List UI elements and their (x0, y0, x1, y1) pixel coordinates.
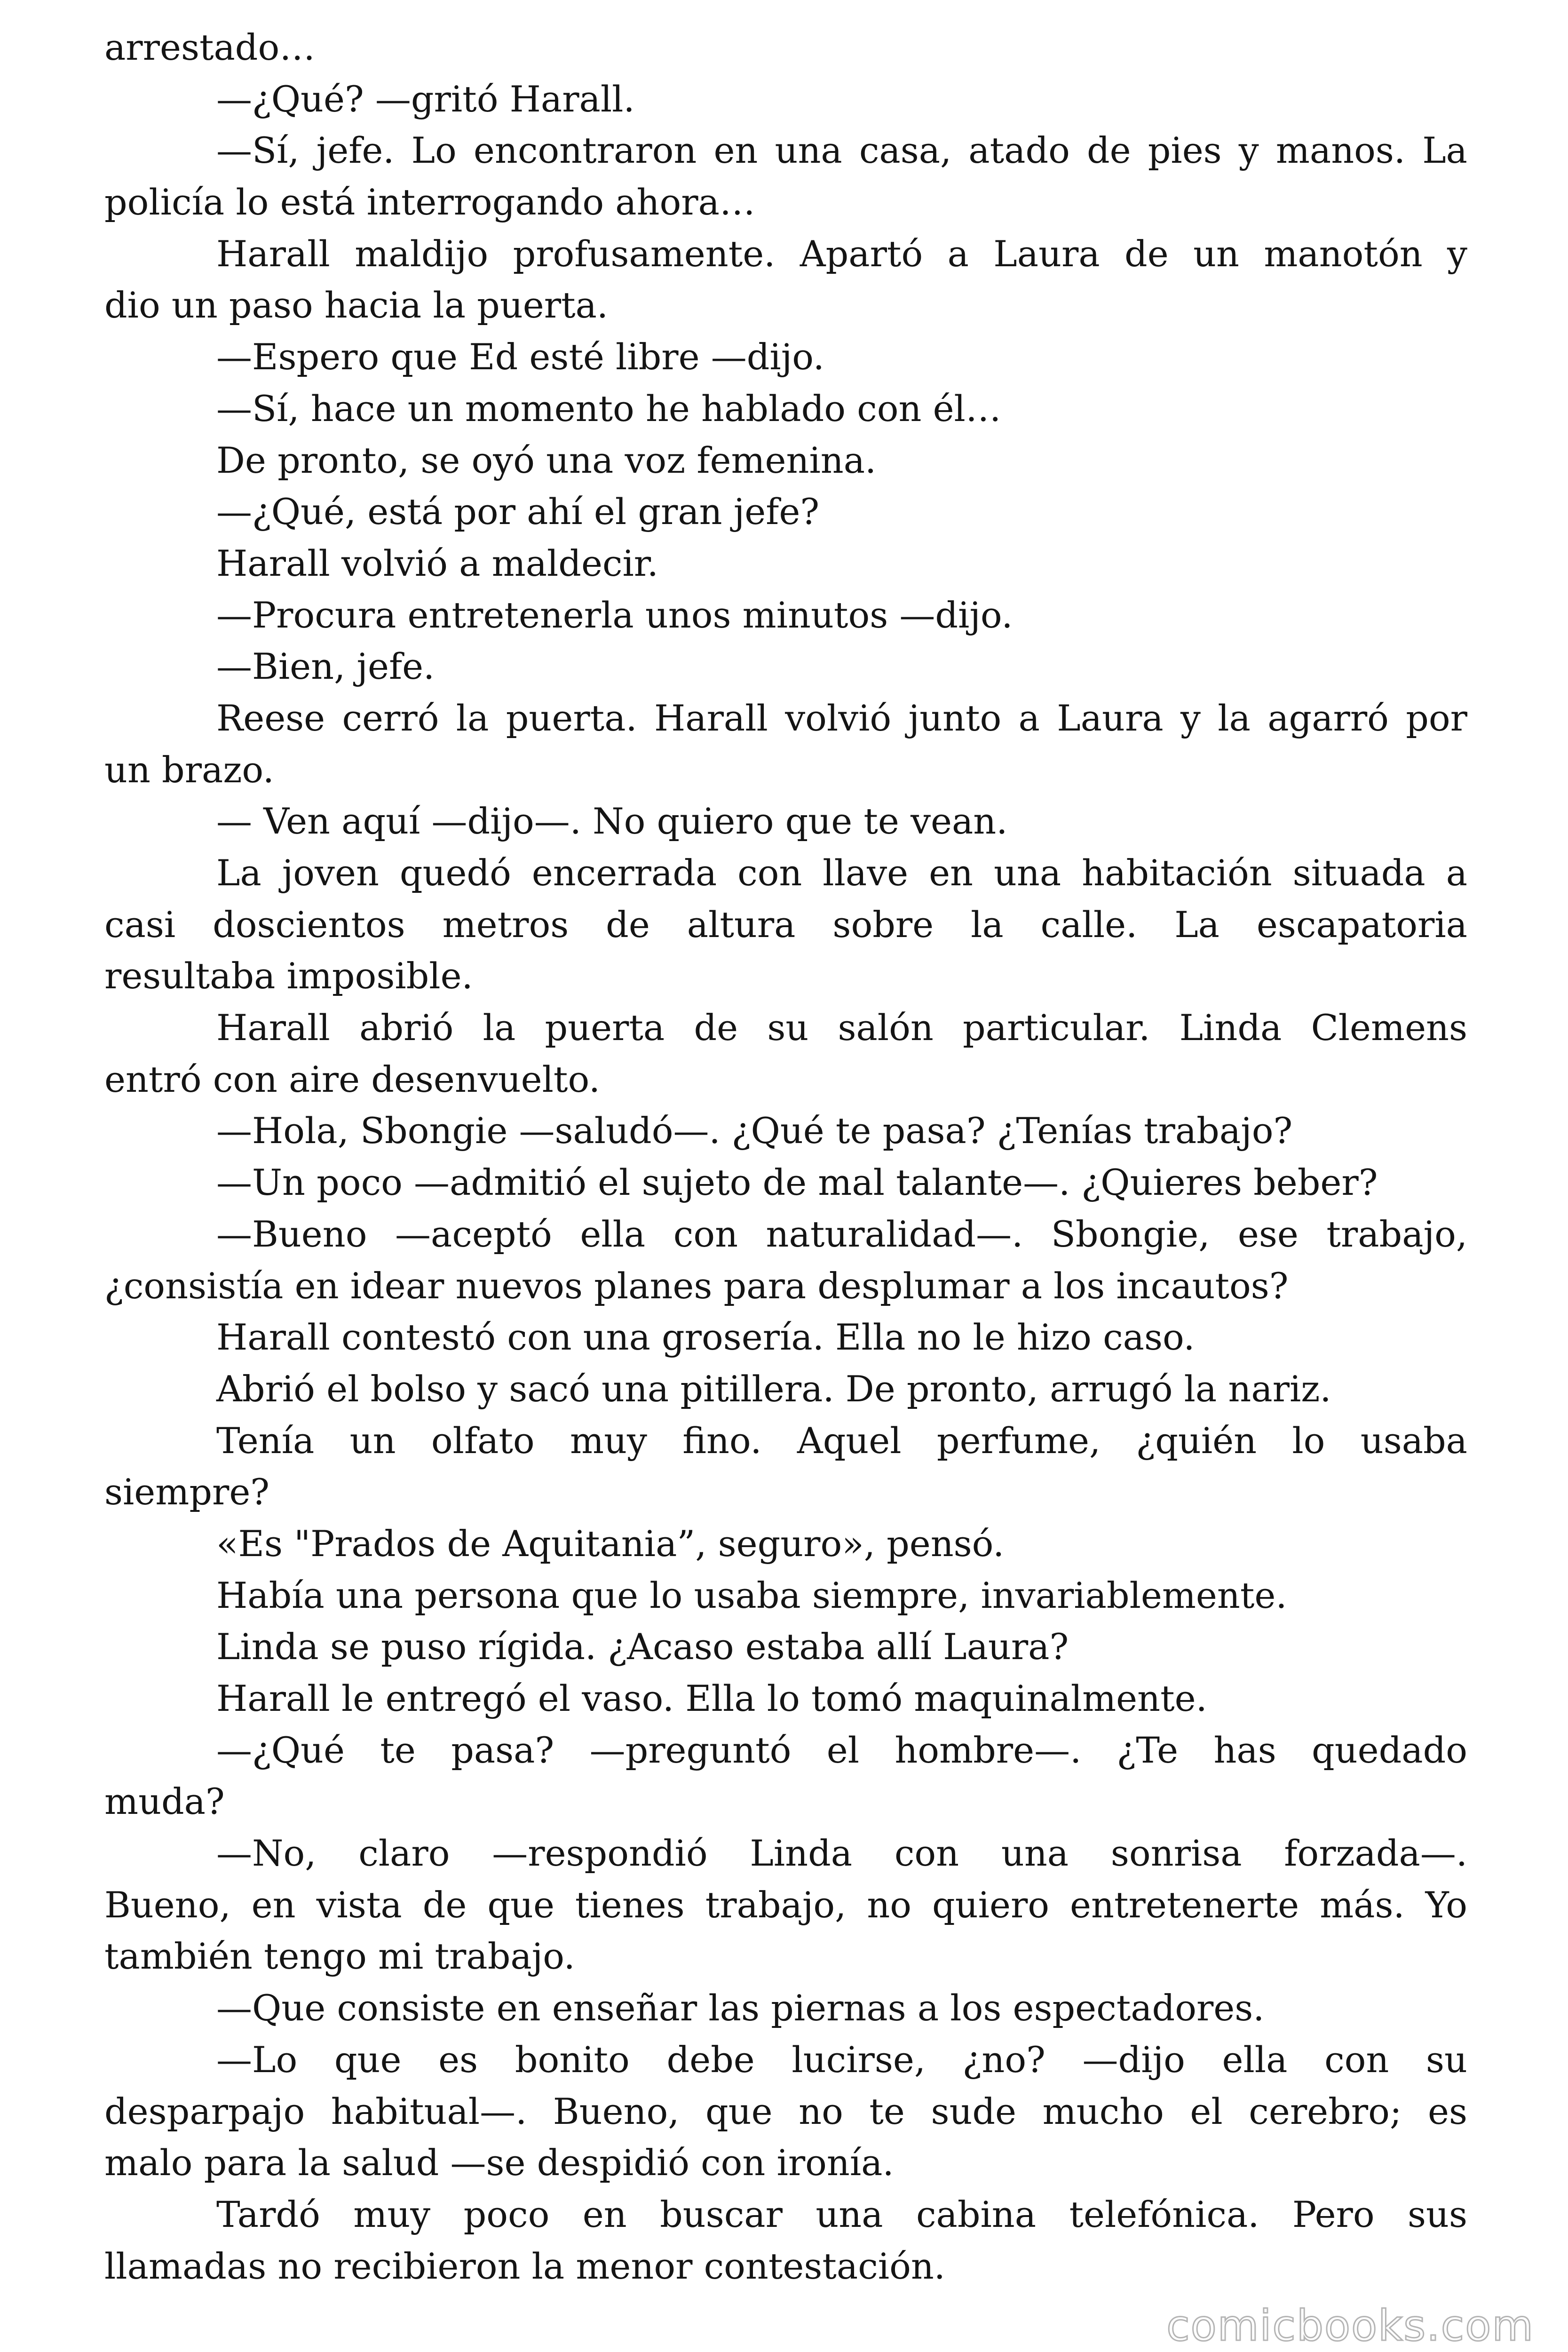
text-line: —Espero que Ed esté libre —dijo. (216, 336, 824, 378)
text-line: dio un paso hacia la puerta. (104, 284, 609, 326)
text-line: malo para la salud —se despidió con ironía. (104, 2142, 894, 2184)
text-line: Harall abrió la puerta de su salón particular. Linda Clemens (216, 1007, 1467, 1049)
text-line: — Ven aquí —dijo—. No quiero que te vean. (216, 800, 1008, 842)
text-line: —Un poco —admitió el sujeto de mal talante—. ¿Quieres beber? (216, 1161, 1378, 1204)
text-line: «Es "Prados de Aquitania”, seguro», pensó. (216, 1522, 1005, 1565)
text-line: muda? (104, 1780, 225, 1823)
text-line: también tengo mi trabajo. (104, 1935, 575, 1978)
text-line: —Que consiste en enseñar las piernas a los espectadores. (216, 1987, 1265, 2029)
text-line: Reese cerró la puerta. Harall volvió junto a Laura y la agarró por (216, 697, 1467, 739)
text-line: Tardó muy poco en buscar una cabina telefónica. Pero sus (216, 2193, 1467, 2235)
text-line: De pronto, se oyó una voz femenina. (216, 439, 877, 481)
text-line: ¿consistía en idear nuevos planes para desplumar a los incautos? (104, 1264, 1289, 1307)
text-line: llamadas no recibieron la menor contestación. (104, 2245, 945, 2287)
text-line: Harall contestó con una grosería. Ella no le hizo caso. (216, 1316, 1195, 1359)
watermark-logo: comicbooks.com (1166, 2301, 1534, 2351)
text-line: siempre? (104, 1471, 270, 1513)
text-line: Bueno, en vista de que tienes trabajo, no quiero entretenerte más. Yo (104, 1883, 1467, 1926)
text-line: —Sí, hace un momento he hablado con él… (216, 387, 1001, 429)
text-line: La joven quedó encerrada con llave en una habitación situada a (216, 852, 1467, 894)
text-line: Harall volvió a maldecir. (216, 542, 658, 584)
text-line: Harall maldijo profusamente. Apartó a Laura de un manotón y (216, 232, 1467, 275)
text-line: —Procura entretenerla unos minutos —dijo. (216, 594, 1013, 636)
text-line: —Bueno —aceptó ella con naturalidad—. Sbongie, ese trabajo, (216, 1213, 1467, 1255)
text-line: desparpajo habitual—. Bueno, que no te sude mucho el cerebro; es (104, 2090, 1467, 2132)
text-line: Linda se puso rígida. ¿Acaso estaba allí Laura? (216, 1626, 1069, 1668)
text-line: —No, claro —respondió Linda con una sonrisa forzada—. (216, 1832, 1467, 1875)
text-line: Abrió el bolso y sacó una pitillera. De pronto, arrugó la nariz. (216, 1367, 1331, 1410)
text-line: arrestado… (104, 26, 316, 68)
text-line: Había una persona que lo usaba siempre, invariablemente. (216, 1574, 1287, 1616)
text-line: casi doscientos metros de altura sobre la calle. La escapatoria (104, 903, 1467, 946)
text-line: entró con aire desenvuelto. (104, 1058, 601, 1100)
text-line: —¿Qué, está por ahí el gran jefe? (216, 491, 820, 533)
text-line: —Sí, jefe. Lo encontraron en una casa, atado de pies y manos. La (216, 129, 1467, 172)
text-line: Harall le entregó el vaso. Ella lo tomó maquinalmente. (216, 1677, 1207, 1719)
document-page (104, 22, 1467, 2292)
text-line: policía lo está interrogando ahora… (104, 181, 755, 223)
text-line: —Lo que es bonito debe lucirse, ¿no? —dijo ella con su (216, 2038, 1467, 2081)
text-line: —Bien, jefe. (216, 645, 435, 688)
text-line: Tenía un olfato muy fino. Aquel perfume, ¿quién lo usaba (216, 1419, 1467, 1462)
text-line: un brazo. (104, 748, 274, 791)
text-line: —Hola, Sbongie —saludó—. ¿Qué te pasa? ¿Tenías trabajo? (216, 1110, 1293, 1152)
text-line: —¿Qué? —gritó Harall. (216, 78, 635, 120)
text-line: —¿Qué te pasa? —preguntó el hombre—. ¿Te has quedado (216, 1729, 1467, 1771)
text-line: resultaba imposible. (104, 955, 473, 997)
